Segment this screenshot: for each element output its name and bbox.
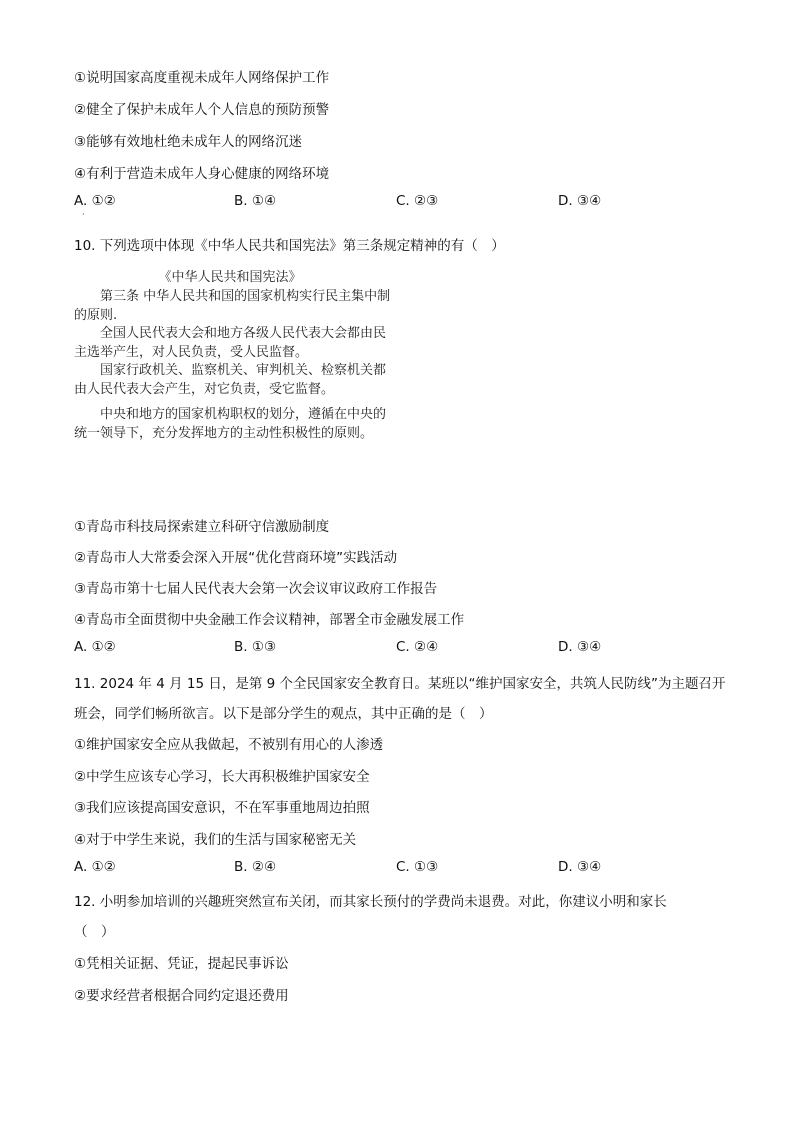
q10-option-b[interactable]: B. ①③	[234, 639, 277, 655]
q10-stem: 10. 下列选项中体现《中华人民共和国宪法》第三条规定精神的有（ ）	[74, 238, 505, 254]
q9-option-b[interactable]: B. ①④	[234, 193, 277, 209]
q9-statement-4: ④有利于营造未成年人身心健康的网络环境	[74, 166, 330, 182]
stray-dot: ·	[82, 210, 85, 219]
excerpt-title: 《中华人民共和国宪法》	[158, 270, 302, 285]
q11-statement-2: ②中学生应该专心学习，长大再积极维护国家安全	[74, 769, 370, 785]
q12-stem-line-2: （ ）	[74, 924, 115, 940]
excerpt-paragraph-3: 国家行政机关、监察机关、审判机关、检察机关都由人民代表大会产生，对它负责，受它监督。	[74, 363, 387, 397]
q12-stem-line-1: 12. 小明参加培训的兴趣班突然宣布关闭，而其家长预付的学费尚未退费。对此，你建议小明和家长	[74, 894, 667, 910]
q11-option-d[interactable]: D. ③④	[558, 859, 602, 875]
q9-options	[74, 193, 734, 213]
q11-statement-3: ③我们应该提高国安意识，不在军事重地周边拍照	[74, 800, 370, 816]
q11-options	[74, 859, 734, 879]
q10-option-c[interactable]: C. ②④	[396, 639, 439, 655]
q12-statement-2: ②要求经营者根据合同约定退还费用	[74, 988, 289, 1004]
excerpt-paragraph-1: 第三条 中华人民共和国的国家机构实行民主集中制的原则.	[74, 289, 391, 323]
q10-statement-3: ③青岛市第十七届人民代表大会第一次会议审议政府工作报告	[74, 581, 438, 597]
q10-options	[74, 639, 734, 659]
q11-stem-line-1: 11. 2024 年 4 月 15 日，是第 9 个全民国家安全教育日。某班以“维护国家安全，共筑人民防线”为主题召开	[74, 676, 726, 692]
q9-statement-3: ③能够有效地杜绝未成年人的网络沉迷	[74, 134, 303, 150]
q9-option-d[interactable]: D. ③④	[558, 193, 602, 209]
excerpt-paragraph-4: 中央和地方的国家机构职权的划分，遵循在中央的统一领导下，充分发挥地方的主动性积极性的原则。	[74, 407, 387, 441]
q11-statement-1: ①维护国家安全应从我做起，不被别有用心的人渗透	[74, 737, 384, 753]
q10-option-a[interactable]: A. ①②	[74, 639, 116, 655]
q9-statement-1: ①说明国家高度重视未成年人网络保护工作	[74, 70, 330, 86]
q9-option-a[interactable]: A. ①②	[74, 193, 116, 209]
q11-option-a[interactable]: A. ①②	[74, 859, 116, 875]
q11-stem-line-2: 班会，同学们畅所欲言。以下是部分学生的观点，其中正确的是（ ）	[74, 706, 493, 722]
excerpt-paragraph-2: 全国人民代表大会和地方各级人民代表大会都由民主选举产生，对人民负责，受人民监督。	[74, 326, 387, 360]
q11-option-c[interactable]: C. ①③	[396, 859, 439, 875]
q10-statement-2: ②青岛市人大常委会深入开展“优化营商环境”实践活动	[74, 550, 398, 566]
q10-option-d[interactable]: D. ③④	[558, 639, 602, 655]
constitution-excerpt	[74, 268, 396, 504]
q9-statement-2: ②健全了保护未成年人个人信息的预防预警	[74, 102, 330, 118]
q11-option-b[interactable]: B. ②④	[234, 859, 277, 875]
q12-statement-1: ①凭相关证据、凭证，提起民事诉讼	[74, 956, 289, 972]
q11-statement-4: ④对于中学生来说，我们的生活与国家秘密无关	[74, 832, 357, 848]
q9-option-c[interactable]: C. ②③	[396, 193, 439, 209]
q10-statement-1: ①青岛市科技局探索建立科研守信激励制度	[74, 519, 330, 535]
q10-statement-4: ④青岛市全面贯彻中央金融工作会议精神，部署全市金融发展工作	[74, 612, 465, 628]
